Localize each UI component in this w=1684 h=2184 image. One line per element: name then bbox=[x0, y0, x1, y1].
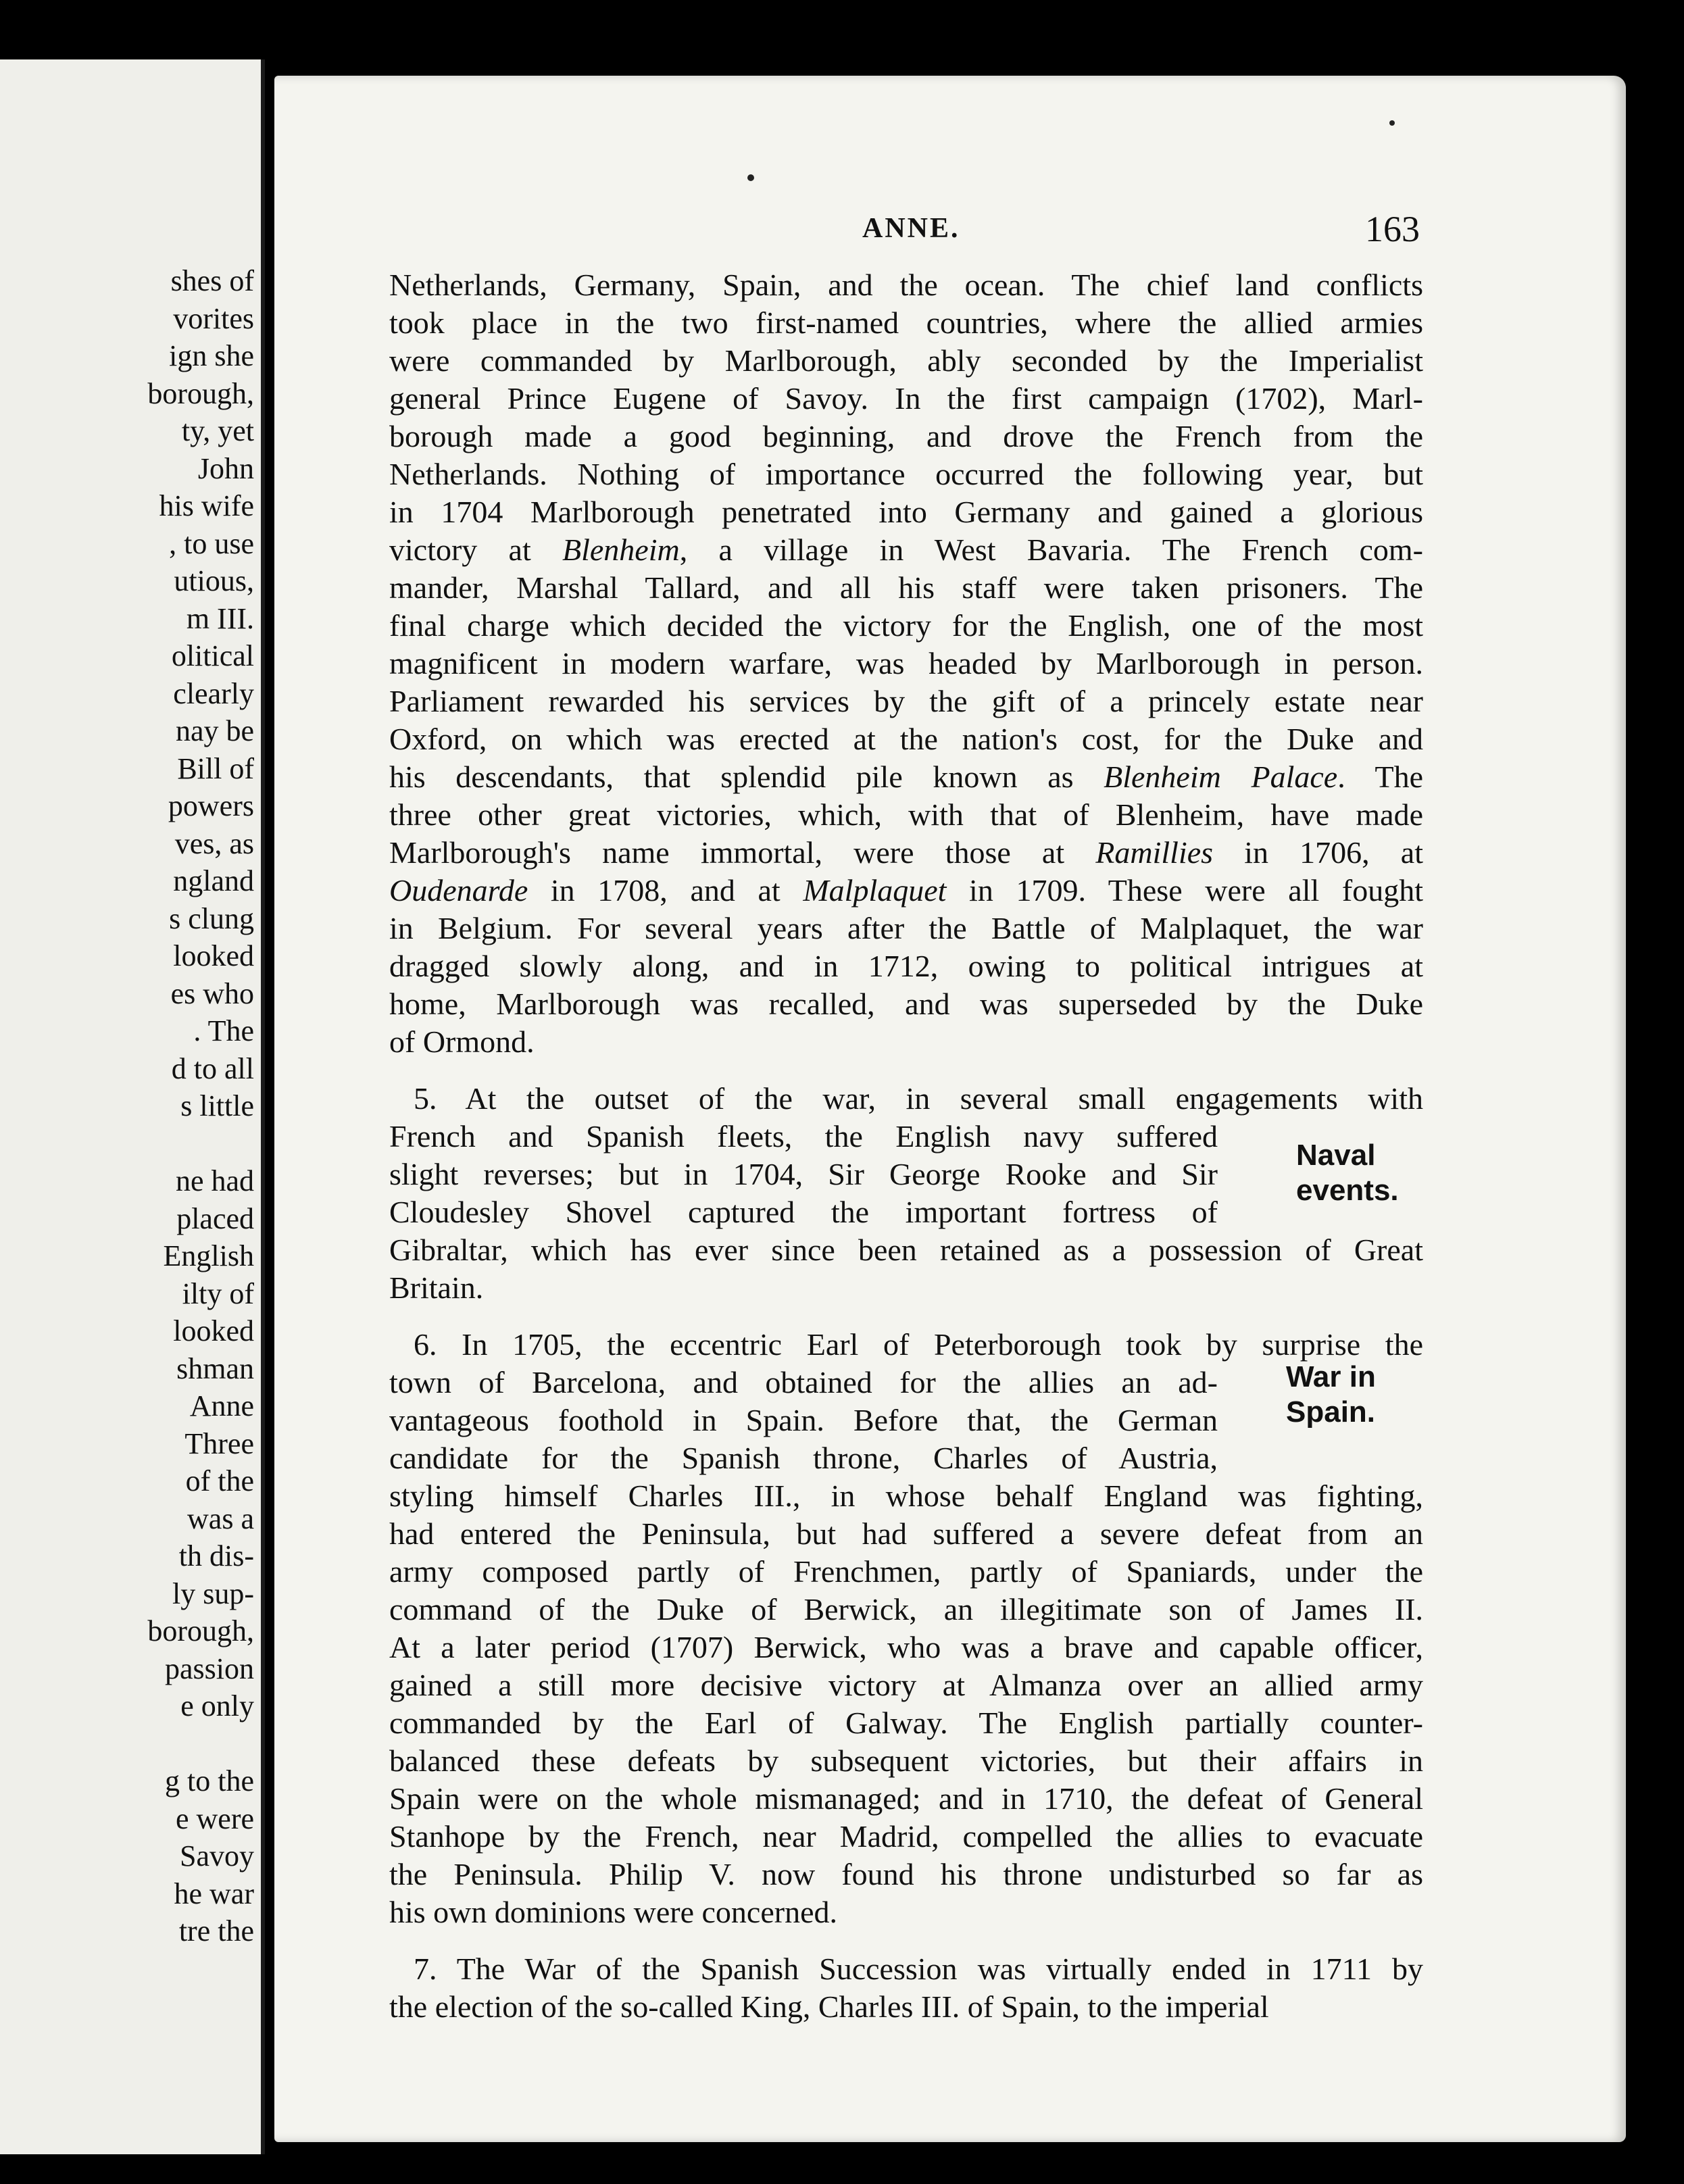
page-number: 163 bbox=[1365, 209, 1420, 249]
previous-page-line: , to use bbox=[169, 526, 254, 560]
previous-page-line: looked bbox=[173, 939, 254, 972]
previous-page-line: g to the bbox=[165, 1764, 254, 1797]
margin-note-line: Naval bbox=[1296, 1139, 1376, 1172]
text-line: general Prince Eugene of Savoy. In the first campaign (1702), Marl- bbox=[389, 381, 1423, 416]
text-line: commanded by the Earl of Galway. The English partially counter- bbox=[389, 1706, 1423, 1740]
paragraph bbox=[389, 1080, 1423, 1307]
previous-page-line: shes of bbox=[170, 264, 254, 297]
text-line: the election of the so-called King, Charles III. of Spain, to the imperial bbox=[389, 1989, 1269, 2024]
previous-page-line: English bbox=[163, 1239, 254, 1272]
paragraph bbox=[389, 266, 1423, 1061]
previous-page-line: ne had bbox=[175, 1164, 254, 1197]
previous-page-line: looked bbox=[173, 1314, 254, 1347]
previous-page-line: utious, bbox=[174, 564, 254, 597]
text-line: Marlborough's name immortal, were those at Ramillies in 1706, at bbox=[389, 835, 1423, 870]
text-line: his own dominions were concerned. bbox=[389, 1895, 838, 1929]
text-line: candidate for the Spanish throne, Charles of Austria, bbox=[389, 1441, 1218, 1475]
text-line: Parliament rewarded his services by the gift of a princely estate near bbox=[389, 684, 1423, 718]
previous-page-line: e were bbox=[175, 1802, 254, 1835]
margin-note-naval-events bbox=[1296, 1138, 1399, 1208]
text-line: victory at Blenheim, a village in West Bavaria. The French com- bbox=[389, 532, 1423, 567]
previous-page-line: ly sup- bbox=[172, 1577, 254, 1610]
text-line: vantageous foothold in Spain. Before that, the German bbox=[389, 1403, 1218, 1437]
previous-page-line: ty, yet bbox=[181, 414, 254, 447]
margin-note-line: Spain. bbox=[1286, 1395, 1376, 1429]
text-line: in 1704 Marlborough penetrated into Germany and gained a glorious bbox=[389, 495, 1423, 529]
text-line: command of the Duke of Berwick, an illegitimate son of James II. bbox=[389, 1592, 1423, 1627]
text-line: Netherlands. Nothing of importance occurred the following year, but bbox=[389, 457, 1423, 491]
text-line: At a later period (1707) Berwick, who was a brave and capable officer, bbox=[389, 1630, 1423, 1664]
previous-page-line: ign she bbox=[169, 339, 254, 372]
paragraph bbox=[389, 1950, 1423, 2026]
previous-page-line: clearly bbox=[173, 676, 254, 710]
text-line: of Ormond. bbox=[389, 1024, 535, 1059]
previous-page-line: e only bbox=[180, 1689, 254, 1722]
previous-page-line: ves, as bbox=[174, 826, 254, 860]
text-line: 5. At the outset of the war, in several small engagements with bbox=[414, 1081, 1423, 1116]
text-line: were commanded by Marlborough, ably seconded by the Imperialist bbox=[389, 343, 1423, 378]
text-line: Cloudesley Shovel captured the important fortress of bbox=[389, 1195, 1218, 1229]
previous-page-line: of the bbox=[185, 1464, 254, 1497]
previous-page-line: olitical bbox=[171, 639, 254, 672]
text-line: balanced these defeats by subsequent victories, but their affairs in bbox=[389, 1743, 1423, 1778]
previous-page-text bbox=[11, 262, 254, 1950]
previous-page-line: John bbox=[197, 451, 254, 485]
text-line: had entered the Peninsula, but had suffered a severe defeat from an bbox=[389, 1516, 1423, 1551]
previous-page-line: m III. bbox=[186, 601, 254, 635]
previous-page-line: Three bbox=[184, 1426, 254, 1460]
text-line: Netherlands, Germany, Spain, and the ocean. The chief land conflicts bbox=[389, 268, 1423, 302]
text-line: slight reverses; but in 1704, Sir George Rooke and Sir bbox=[389, 1157, 1218, 1191]
previous-page-line: Savoy bbox=[180, 1839, 254, 1872]
running-head: ANNE. bbox=[862, 213, 960, 244]
previous-page-line: Bill of bbox=[177, 751, 254, 785]
previous-page-line: tre the bbox=[178, 1914, 254, 1947]
text-line: his descendants, that splendid pile known as Blenheim Palace. The bbox=[389, 760, 1423, 794]
text-line: mander, Marshal Tallard, and all his staff were taken prisoners. The bbox=[389, 570, 1423, 605]
previous-page-line: ngland bbox=[173, 864, 254, 897]
previous-page-line bbox=[11, 1725, 254, 1763]
previous-page-fragment bbox=[0, 59, 265, 2154]
previous-page-line: borough, bbox=[147, 1614, 254, 1647]
previous-page-line: borough, bbox=[147, 376, 254, 410]
previous-page-line: passion bbox=[165, 1652, 254, 1685]
body-text bbox=[389, 266, 1423, 2026]
previous-page-line: d to all bbox=[171, 1051, 254, 1085]
text-line: styling himself Charles III., in whose behalf England was fighting, bbox=[389, 1479, 1423, 1513]
page bbox=[274, 76, 1626, 2142]
text-line: Oxford, on which was erected at the nation's cost, for the Duke and bbox=[389, 722, 1423, 756]
previous-page-line: he war bbox=[174, 1877, 254, 1910]
margin-note-war-in-spain bbox=[1286, 1360, 1376, 1430]
margin-note-line: War in bbox=[1286, 1360, 1376, 1393]
text-line: Stanhope by the French, near Madrid, compelled the allies to evacuate bbox=[389, 1819, 1423, 1854]
previous-page-line: s little bbox=[180, 1089, 254, 1122]
previous-page-line: es who bbox=[170, 976, 254, 1010]
previous-page-line: th dis- bbox=[178, 1539, 254, 1572]
text-line: town of Barcelona, and obtained for the allies an ad- bbox=[389, 1365, 1218, 1399]
previous-page-line: placed bbox=[176, 1201, 254, 1235]
previous-page-line: vorites bbox=[173, 301, 254, 335]
previous-page-line: powers bbox=[168, 789, 254, 822]
previous-page-line bbox=[11, 1125, 254, 1163]
text-line: final charge which decided the victory for the English, one of the most bbox=[389, 608, 1423, 643]
page-header bbox=[274, 208, 1626, 255]
speck bbox=[747, 174, 754, 181]
text-line: gained a still more decisive victory at Almanza over an allied army bbox=[389, 1668, 1423, 1702]
speck bbox=[1389, 120, 1395, 126]
text-line: Britain. bbox=[389, 1270, 484, 1305]
text-line: the Peninsula. Philip V. now found his throne undisturbed so far as bbox=[389, 1857, 1423, 1891]
text-line: took place in the two first-named countries, where the allied armies bbox=[389, 305, 1423, 340]
text-line: Spain were on the whole mismanaged; and in 1710, the defeat of General bbox=[389, 1781, 1423, 1816]
text-line: dragged slowly along, and in 1712, owing to political intrigues at bbox=[389, 949, 1423, 983]
text-line: 6. In 1705, the eccentric Earl of Peterborough took by surprise the bbox=[414, 1327, 1423, 1362]
previous-page-line: his wife bbox=[159, 489, 254, 522]
text-line: army composed partly of Frenchmen, partly of Spaniards, under the bbox=[389, 1554, 1423, 1589]
previous-page-line: nay be bbox=[175, 714, 254, 747]
text-line: three other great victories, which, with that of Blenheim, have made bbox=[389, 797, 1423, 832]
text-line: borough made a good beginning, and drove the French from the bbox=[389, 419, 1423, 453]
text-line: in Belgium. For several years after the Battle of Malplaquet, the war bbox=[389, 911, 1423, 945]
previous-page-line: ilty of bbox=[182, 1276, 254, 1310]
margin-note-line: events. bbox=[1296, 1174, 1399, 1207]
text-line: Gibraltar, which has ever since been retained as a possession of Great bbox=[389, 1233, 1423, 1267]
text-line: magnificent in modern warfare, was headed by Marlborough in person. bbox=[389, 646, 1423, 680]
text-line: Oudenarde in 1708, and at Malplaquet in 1709. These were all fought bbox=[389, 873, 1423, 908]
previous-page-line: Anne bbox=[189, 1389, 254, 1422]
previous-page-line: s clung bbox=[169, 901, 254, 935]
previous-page-line: was a bbox=[187, 1502, 254, 1535]
previous-page-line: . The bbox=[193, 1014, 254, 1047]
text-line: 7. The War of the Spanish Succession was virtually ended in 1711 by bbox=[414, 1952, 1423, 1986]
text-line: home, Marlborough was recalled, and was superseded by the Duke bbox=[389, 987, 1423, 1021]
paragraph bbox=[389, 1326, 1423, 1931]
previous-page-line: shman bbox=[176, 1351, 254, 1385]
text-line: French and Spanish fleets, the English navy suffered bbox=[389, 1119, 1218, 1153]
